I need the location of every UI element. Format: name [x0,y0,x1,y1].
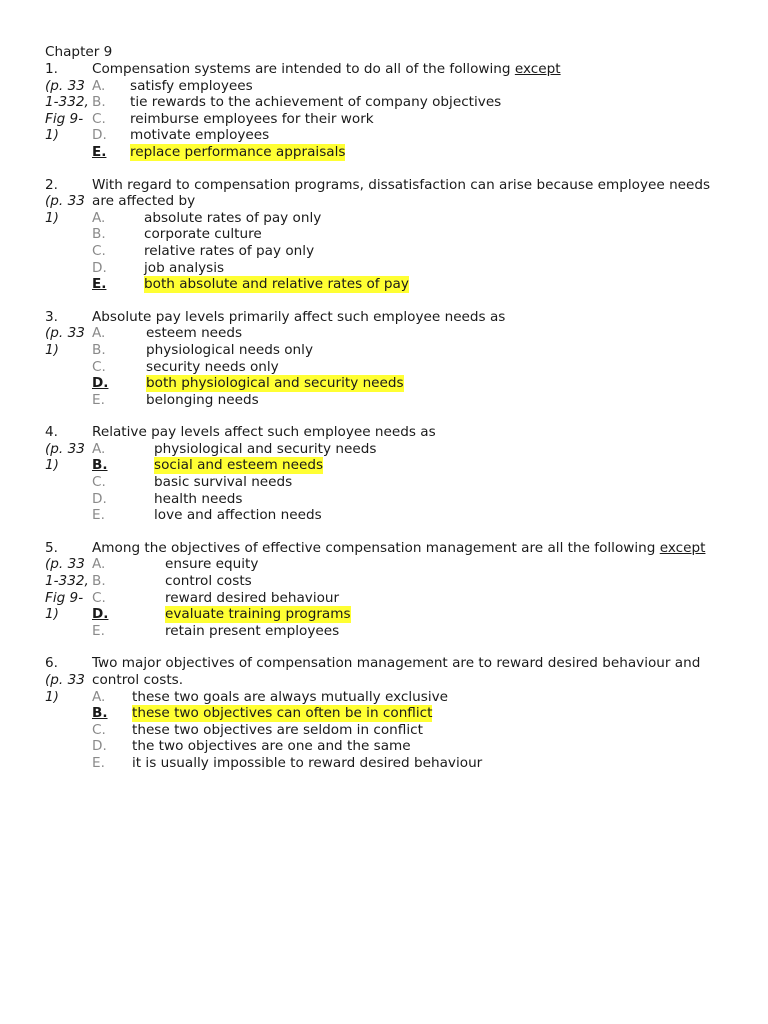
page-reference: 1-332, [45,94,89,111]
option-row-b [45,94,735,111]
option-row-e [45,392,735,409]
correct-option-letter: B. [92,457,108,474]
option-letter: C. [92,242,106,259]
page-reference: 1) [45,606,59,623]
option-letter: A. [92,440,106,457]
correct-option-letter: E. [92,276,107,293]
page-reference: (p. 33 [45,556,85,573]
page-reference: Fig 9- [45,110,84,127]
option-text: physiological and security needs [154,440,377,457]
option-row-c [45,590,735,607]
option-row-d [45,491,735,508]
question-stem-continuation: control costs. [92,672,184,688]
option-letter: B. [92,573,106,590]
correct-answer-highlight: both absolute and relative rates of pay [144,276,409,293]
page-reference: 1) [45,457,59,474]
option-text: reward desired behaviour [165,589,340,606]
question-stem-continuation-row [45,193,735,210]
question-stem-row [45,655,735,672]
option-letter: A. [92,77,106,94]
option-text: job analysis [144,259,225,276]
page-reference: 1) [45,341,59,358]
option-letter: C. [92,721,106,738]
page-reference: (p. 33 [45,193,85,210]
option-text: security needs only [146,358,279,375]
option-row-b [45,705,735,722]
option-letter: C. [92,474,106,491]
question-5 [45,540,735,640]
option-letter: A. [92,688,106,705]
option-text: these two objectives are seldom in conflict [132,721,423,738]
option-letter: B. [92,226,106,243]
option-letter: E. [92,507,105,524]
page-reference: 1-332, [45,573,89,590]
option-letter: E. [92,391,105,408]
option-row-a [45,325,735,342]
question-stem: Compensation systems are intended to do all of the following except [92,61,561,77]
question-stem-row [45,424,735,441]
correct-option-letter: E. [92,143,107,160]
option-text: corporate culture [144,226,262,243]
option-row-c [45,111,735,128]
question-number: 2. [45,176,58,193]
option-text: control costs [165,573,252,590]
page-reference: 1) [45,688,59,705]
page-reference: (p. 33 [45,325,85,342]
option-text: relative rates of pay only [144,242,315,259]
option-text: absolute rates of pay only [144,209,322,226]
option-row-d [45,375,735,392]
option-letter: A. [92,209,106,226]
option-row-a [45,78,735,95]
question-number: 3. [45,308,58,325]
option-row-c [45,722,735,739]
question-6 [45,655,735,771]
option-row-c [45,474,735,491]
option-text: physiological needs only [146,341,313,358]
document-page [45,44,735,788]
option-text: retain present employees [165,622,340,639]
option-row-e [45,144,735,161]
option-row-d [45,260,735,277]
option-text: health needs [154,490,243,507]
correct-answer-highlight: these two objectives can often be in conflict [132,705,433,722]
option-letter: B. [92,341,106,358]
question-stem-continuation-row [45,672,735,689]
option-text: love and affection needs [154,507,322,524]
question-number: 4. [45,424,58,441]
option-row-b [45,226,735,243]
option-text: motivate employees [130,127,270,144]
option-row-d [45,606,735,623]
option-row-c [45,359,735,376]
option-row-a [45,689,735,706]
option-letter: A. [92,325,106,342]
option-text: ensure equity [165,556,259,573]
page-reference: (p. 33 [45,440,85,457]
stem-emphasis: except [514,61,561,77]
question-stem-row [45,540,735,557]
chapter-title: Chapter 9 [45,44,113,60]
option-letter: C. [92,589,106,606]
question-number: 5. [45,539,58,556]
question-number: 1. [45,61,58,77]
option-row-c [45,243,735,260]
option-text: basic survival needs [154,474,293,491]
correct-option-letter: D. [92,375,109,392]
question-3 [45,309,735,409]
question-stem: Among the objectives of effective compensation management are all the following except [92,539,706,556]
question-stem: Relative pay levels affect such employee needs as [92,424,436,441]
option-row-d [45,738,735,755]
option-letter: E. [92,622,105,639]
question-number: 6. [45,655,58,672]
option-text: satisfy employees [130,77,253,94]
correct-option-letter: D. [92,606,109,623]
option-text: it is usually impossible to reward desired behaviour [132,754,483,771]
option-row-a [45,210,735,227]
option-row-e [45,507,735,524]
option-letter: C. [92,358,106,375]
question-4 [45,424,735,524]
correct-answer-highlight: replace performance appraisals [130,143,346,160]
question-stem: Absolute pay levels primarily affect such employee needs as [92,308,506,325]
option-letter: D. [92,259,107,276]
option-letter: D. [92,127,107,144]
question-stem-row [45,309,735,326]
question-stem-continuation: are affected by [92,193,196,210]
option-row-d [45,127,735,144]
page-reference: 1) [45,209,59,226]
option-row-a [45,556,735,573]
page-reference: Fig 9- [45,589,84,606]
option-row-b [45,573,735,590]
page-reference: (p. 33 [45,77,85,94]
option-letter: C. [92,110,106,127]
option-text: these two goals are always mutually exclusive [132,688,449,705]
option-row-b [45,342,735,359]
option-text: tie rewards to the achievement of company objectives [130,94,502,111]
option-letter: A. [92,556,106,573]
page-reference: 1) [45,127,59,144]
option-text: esteem needs [146,325,243,342]
question-2 [45,177,735,293]
correct-option-letter: B. [92,705,108,722]
question-stem-row [45,177,735,194]
page-reference: (p. 33 [45,672,85,688]
option-text: the two objectives are one and the same [132,738,411,755]
option-letter: E. [92,754,105,771]
option-row-e [45,623,735,640]
option-row-b [45,457,735,474]
option-text: reimburse employees for their work [130,110,374,127]
question-stem: Two major objectives of compensation management are to reward desired behaviour and [92,655,701,672]
question-1 [45,61,735,161]
stem-emphasis: except [659,539,706,556]
question-stem-row [45,61,735,78]
option-text: belonging needs [146,391,259,408]
option-row-a [45,441,735,458]
option-letter: B. [92,94,106,111]
option-row-e [45,755,735,772]
option-row-e [45,276,735,293]
correct-answer-highlight: evaluate training programs [165,606,351,623]
question-stem: With regard to compensation programs, dissatisfaction can arise because employee needs [92,176,711,193]
correct-answer-highlight: both physiological and security needs [146,375,404,392]
option-letter: D. [92,490,107,507]
option-letter: D. [92,738,107,755]
correct-answer-highlight: social and esteem needs [154,457,324,474]
